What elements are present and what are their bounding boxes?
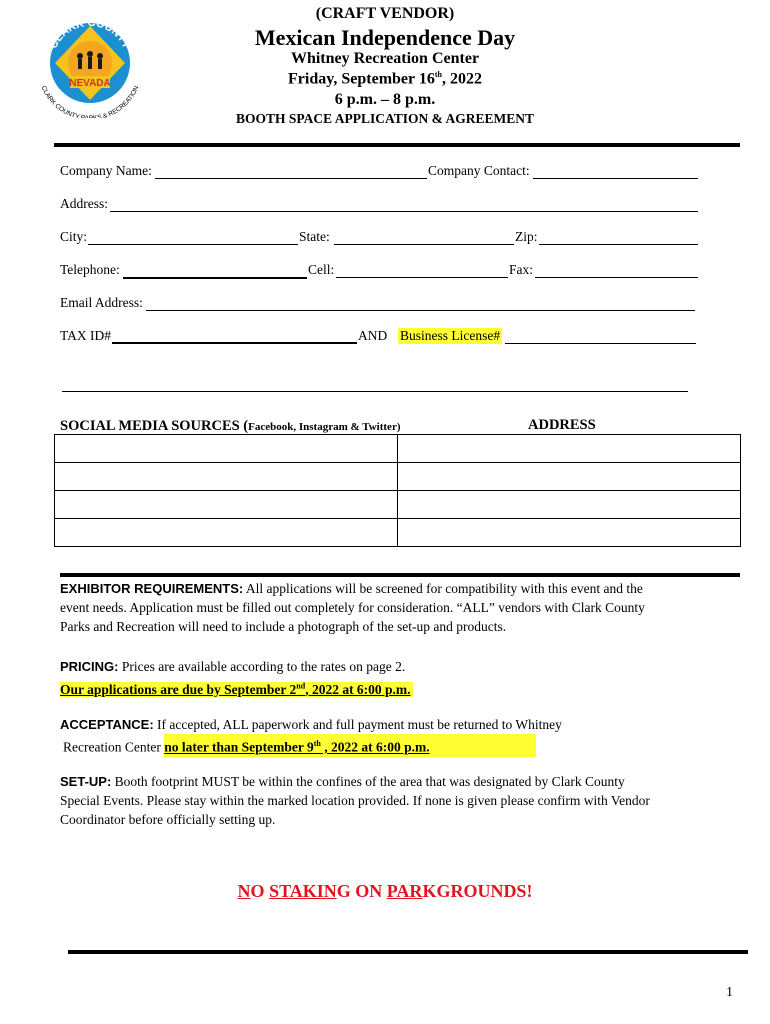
event-time: 6 p.m. – 8 p.m.: [334, 91, 436, 108]
company-name-field[interactable]: [155, 178, 427, 179]
company-contact-label: Company Contact:: [428, 163, 530, 178]
social-source-cell[interactable]: [55, 519, 398, 547]
social-media-table: [54, 434, 741, 547]
zip-field[interactable]: [539, 244, 698, 245]
cell-field[interactable]: [336, 277, 508, 278]
city-field[interactable]: [88, 244, 298, 245]
event-date: Friday, September 16th, 2022: [288, 70, 482, 88]
social-media-heading: SOCIAL MEDIA SOURCES (Facebook, Instagram & Twitter): [60, 418, 401, 434]
tax-id-label: TAX ID#: [60, 328, 112, 343]
social-source-cell[interactable]: [55, 491, 398, 519]
social-source-cell[interactable]: [55, 435, 398, 463]
vendor-type: (CRAFT VENDOR): [315, 5, 455, 22]
no-staking-warning: NO STAKING ON PARKGROUNDS!: [237, 881, 533, 901]
company-name-label: Company Name:: [60, 163, 152, 178]
social-address-cell[interactable]: [398, 435, 741, 463]
setup-section: SET-UP: Booth footprint MUST be within the confines of the area that was designated by Clark County Special Events. Please stay within the marked location provided. If none is given please confirm with Vendor Coordinator before officially setting up.: [60, 774, 650, 827]
table-row: [55, 435, 741, 463]
tax-id-field[interactable]: [112, 342, 357, 344]
fax-field[interactable]: [535, 277, 698, 278]
social-source-cell[interactable]: [55, 463, 398, 491]
table-row: [55, 463, 741, 491]
pricing-label: PRICING:: [60, 659, 119, 674]
footer-divider: [68, 950, 748, 954]
telephone-field[interactable]: [123, 277, 307, 279]
state-field[interactable]: [334, 244, 514, 245]
logo-middle-text: NEVADA: [69, 78, 111, 89]
social-address-cell[interactable]: [398, 519, 741, 547]
fax-label: Fax:: [509, 262, 534, 277]
email-field[interactable]: [146, 310, 695, 311]
exhibitor-requirements: EXHIBITOR REQUIREMENTS: All applications will be screened for compatibility with this event and the event needs. Application must be filled out completely for consideration. “ALL” vendors with Clark County Parks and Recreation will need to include a photograph of the set-up and products.: [60, 581, 645, 634]
acceptance-deadline: no later than September 9th , 2022 at 6:00 p.m.: [164, 734, 536, 757]
header-divider: [54, 143, 740, 147]
address-heading: ADDRESS: [528, 417, 596, 433]
exhibitor-label: EXHIBITOR REQUIREMENTS:: [60, 581, 244, 596]
city-label: City:: [60, 229, 88, 244]
table-row: [55, 519, 741, 547]
state-label: State:: [299, 229, 330, 244]
logo-bottom-text: CLARK COUNTY P S & RECREATION: [39, 84, 141, 118]
event-title: Mexican Independence Day: [254, 25, 516, 50]
zip-label: Zip:: [515, 229, 538, 244]
acceptance-label: ACCEPTANCE:: [60, 717, 154, 732]
address-label: Address:: [60, 196, 108, 211]
social-address-cell[interactable]: [398, 463, 741, 491]
blank-line[interactable]: [62, 391, 688, 392]
pricing-section: PRICING: Prices are available according to the rates on page 2. Our applications are due by September 2nd, 2022 at 6:00 p.m.: [60, 659, 411, 697]
telephone-label: Telephone:: [60, 262, 120, 277]
address-field[interactable]: [110, 211, 698, 212]
section-divider: [60, 573, 740, 577]
form-title: BOOTH SPACE APPLICATION & AGREEMENT: [235, 111, 535, 126]
acceptance-section: ACCEPTANCE: If accepted, ALL paperwork and full payment must be returned to Whitney Recreation Center no later than September 9th , 2022 at 6:00 p.m.: [60, 717, 562, 755]
cell-label: Cell:: [308, 262, 335, 277]
venue-name: Whitney Recreation Center: [290, 50, 480, 67]
social-address-cell[interactable]: [398, 491, 741, 519]
email-label: Email Address:: [60, 295, 143, 310]
page-number: 1: [726, 985, 733, 1000]
company-contact-field[interactable]: [533, 178, 698, 179]
and-label: AND: [358, 328, 388, 343]
business-license-label: Business License#: [400, 328, 501, 343]
business-license-field[interactable]: [505, 343, 696, 344]
setup-label: SET-UP:: [60, 774, 112, 789]
due-date-notice: Our applications are due by September 2nd, 2022 at 6:00 p.m.: [60, 681, 411, 697]
table-row: [55, 491, 741, 519]
logo-top-text: CLARK COUNTY: [47, 16, 133, 51]
